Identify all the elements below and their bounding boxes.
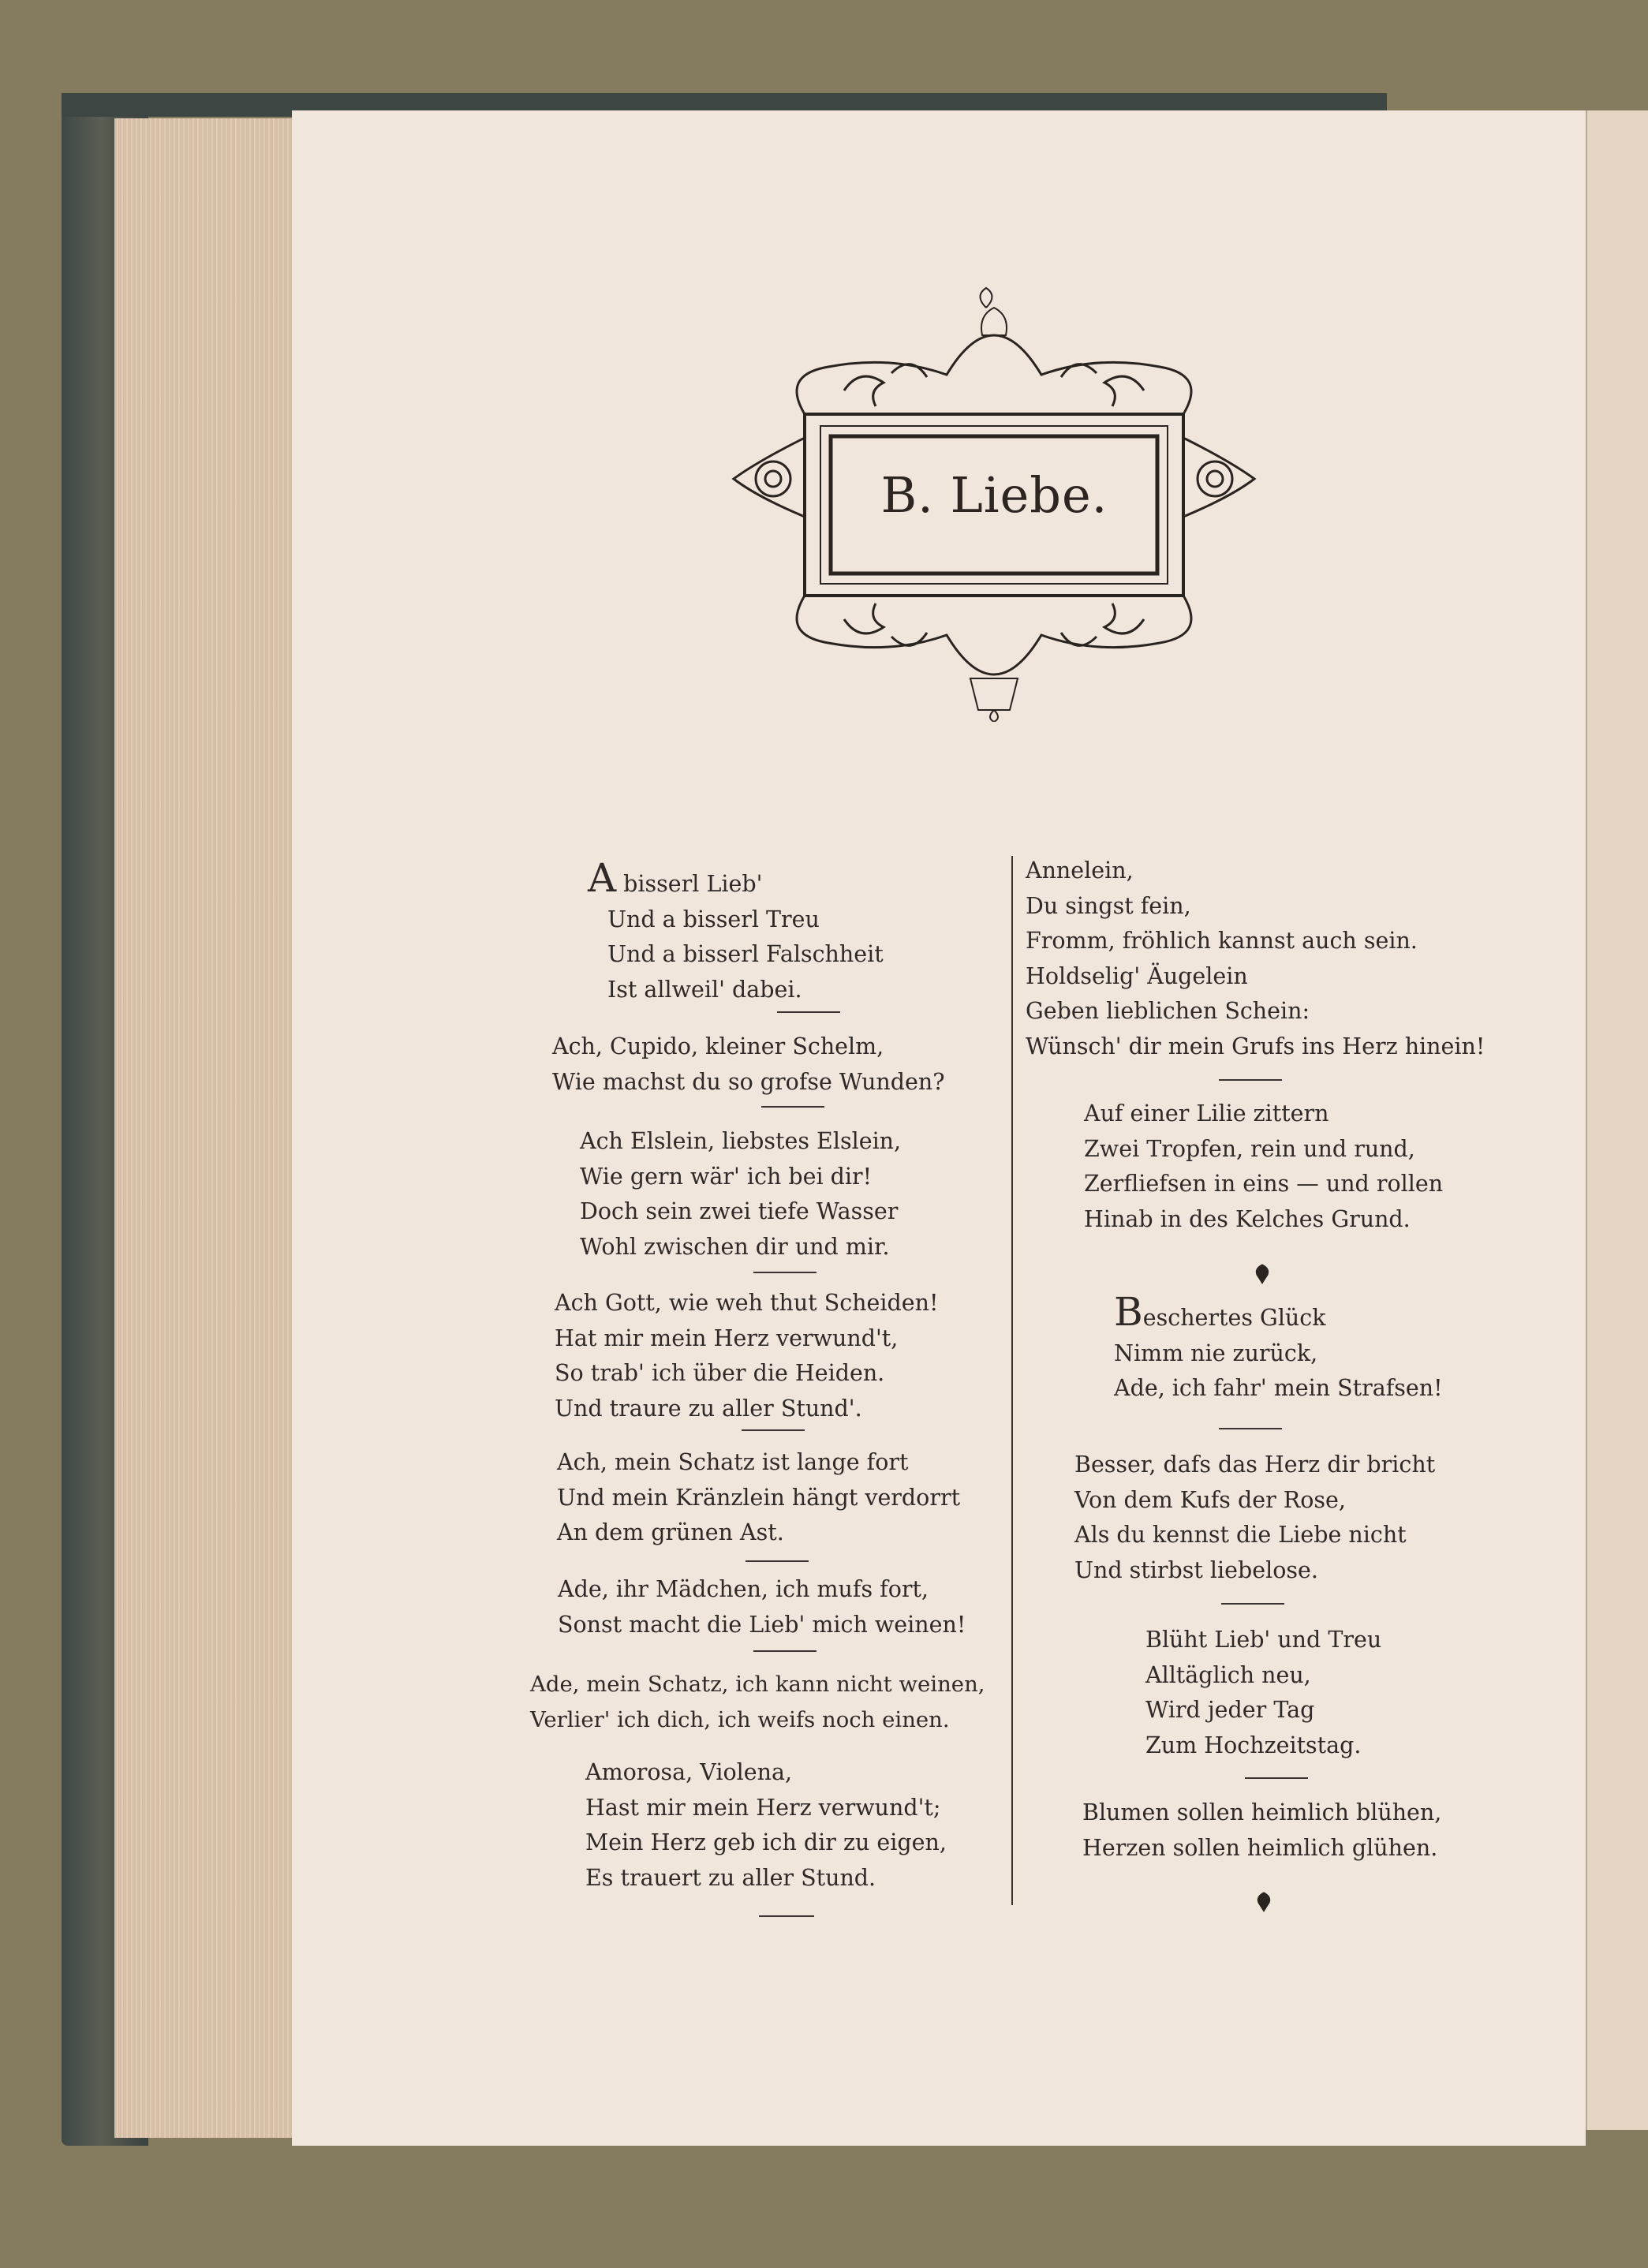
text-line: Doch sein zwei tiefe Wasser — [580, 1198, 899, 1224]
text-line: Fromm, fröhlich kannst auch sein. — [1026, 928, 1418, 954]
right-poem-4 — [1074, 1448, 1435, 1588]
text-line: Wie gern wär' ich bei dir! — [580, 1163, 873, 1190]
text-line: Hinab in des Kelches Grund. — [1084, 1205, 1411, 1232]
separator-rule — [746, 1560, 809, 1562]
separator-rule — [1221, 1603, 1284, 1605]
text-line: Amorosa, Violena, — [585, 1759, 793, 1785]
text-line: Wohl zwischen dir und mir. — [580, 1233, 890, 1260]
separator-rule — [753, 1272, 817, 1273]
text-line: Und traure zu aller Stund'. — [555, 1395, 862, 1422]
fleuron-icon — [1250, 1262, 1274, 1286]
text-line: Ach, Cupido, kleiner Schelm, — [552, 1033, 884, 1059]
text-line: Du singst fein, — [1026, 892, 1191, 919]
text-line: Alltäglich neu, — [1145, 1661, 1311, 1688]
text-line: Ade, ich fahr' mein Strafsen! — [1114, 1375, 1443, 1401]
text-line: Blüht Lieb' und Treu — [1145, 1627, 1382, 1653]
text-line: Und a bisserl Treu — [607, 906, 820, 932]
text-line: Ist allweil' dabei. — [607, 976, 802, 1003]
right-poem-2 — [1084, 1097, 1443, 1237]
text-line: Wie machst du so grofse Wunden? — [552, 1068, 945, 1095]
separator-rule — [777, 1011, 840, 1013]
text-line: Zwei Tropfen, rein und rund, — [1084, 1135, 1415, 1162]
fleuron-icon — [1252, 1890, 1276, 1914]
text-line: Zum Hochzeitstag. — [1145, 1732, 1362, 1758]
text-line: Annelein, — [1026, 858, 1134, 884]
text-line: Wird jeder Tag — [1145, 1697, 1315, 1723]
text-line: Auf einer Lilie zittern — [1084, 1100, 1329, 1127]
separator-rule — [761, 1106, 824, 1108]
text-line: Als du kennst die Liebe nicht — [1074, 1522, 1407, 1548]
separator-rule — [753, 1650, 817, 1652]
text-line: Herzen sollen heimlich glühen. — [1082, 1834, 1438, 1861]
left-poem-2 — [552, 1029, 945, 1100]
text-line: Mein Herz geb ich dir zu eigen, — [585, 1829, 947, 1855]
text-line: Besser, dafs das Herz dir bricht — [1074, 1452, 1436, 1478]
left-poem-6 — [558, 1572, 966, 1642]
text-line: Ach Gott, wie weh thut Scheiden! — [555, 1290, 939, 1316]
page-title: B. Liebe. — [880, 466, 1108, 524]
text-line: Ade, mein Schatz, ich kann nicht weinen, — [530, 1672, 985, 1697]
text-line: A bisserl Lieb' — [588, 855, 763, 901]
separator-rule — [1219, 1428, 1282, 1429]
left-poem-1 — [588, 855, 884, 1007]
left-poem-5 — [557, 1445, 960, 1551]
right-poem-5 — [1145, 1623, 1381, 1763]
text-line: Und mein Kränzlein hängt verdorrt — [557, 1484, 961, 1511]
text-line: So trab' ich über die Heiden. — [555, 1360, 885, 1386]
right-poem-3 — [1114, 1289, 1443, 1407]
text-line: An dem grünen Ast. — [557, 1519, 784, 1545]
text-line: Zerfliefsen in eins — und rollen — [1084, 1171, 1444, 1197]
text-line: Hat mir mein Herz verwund't, — [555, 1325, 899, 1351]
text-line: Verlier' ich dich, ich weifs noch einen. — [530, 1706, 950, 1732]
left-poem-8 — [585, 1755, 947, 1896]
text-line: Von dem Kufs der Rose, — [1074, 1486, 1346, 1513]
text-line: Und a bisserl Falschheit — [607, 941, 884, 967]
text-line: Hast mir mein Herz verwund't; — [585, 1794, 941, 1821]
text-line: Ade, ihr Mädchen, ich mufs fort, — [558, 1576, 929, 1602]
column-divider — [1011, 856, 1013, 1905]
text-line: Ach Elslein, liebstes Elslein, — [580, 1128, 902, 1154]
separator-rule — [759, 1915, 814, 1917]
text-line: Nimm nie zurück, — [1114, 1340, 1318, 1366]
left-poem-3 — [580, 1124, 901, 1265]
text-line: Beschertes Glück — [1114, 1289, 1326, 1335]
separator-rule — [742, 1429, 805, 1431]
right-poem-1 — [1026, 854, 1485, 1064]
separator-rule — [1219, 1079, 1282, 1081]
text-line: Holdselig' Äugelein — [1026, 962, 1248, 989]
text-line: Geben lieblichen Schein: — [1026, 998, 1310, 1024]
text-line: Ach, mein Schatz ist lange fort — [557, 1449, 909, 1475]
page-edges — [114, 118, 292, 2138]
left-poem-7 — [530, 1667, 985, 1737]
left-poem-4 — [555, 1286, 938, 1426]
right-poem-6 — [1082, 1795, 1441, 1866]
separator-rule — [1245, 1777, 1308, 1779]
text-line: Blumen sollen heimlich blühen, — [1082, 1799, 1442, 1825]
text-line: Sonst macht die Lieb' mich weinen! — [558, 1611, 966, 1638]
text-line: Wünsch' dir mein Grufs ins Herz hinein! — [1026, 1033, 1485, 1059]
facing-page-edge — [1586, 110, 1648, 2130]
text-line: Es trauert zu aller Stund. — [585, 1864, 876, 1891]
text-line: Und stirbst liebelose. — [1074, 1556, 1318, 1583]
